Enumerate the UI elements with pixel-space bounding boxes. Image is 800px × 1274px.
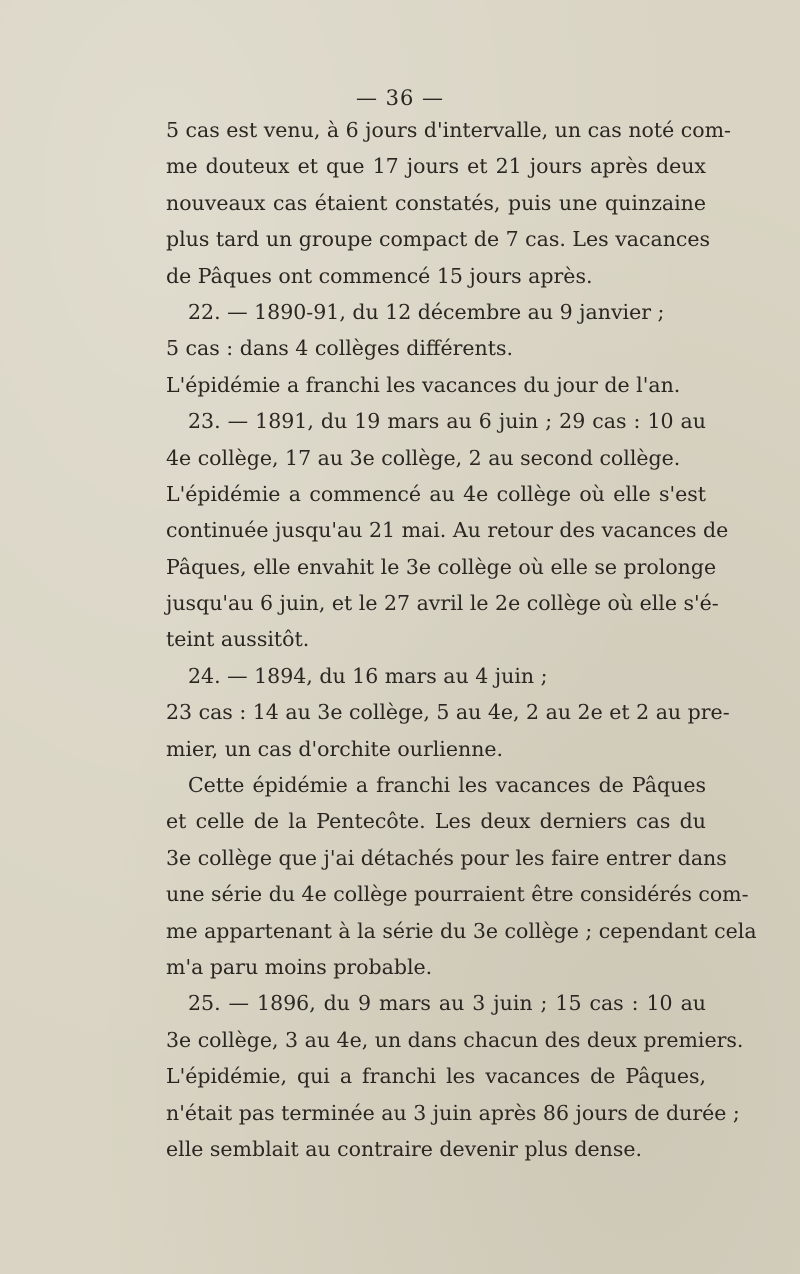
- text-line: continuée jusqu'au 21 mai. Au retour des vacances de: [166, 518, 729, 543]
- text-line: n'était pas terminée au 3 juin après 86 jours de durée ;: [166, 1100, 740, 1125]
- text-line: 24. — 1894, du 16 mars au 4 juin ;: [188, 663, 548, 688]
- text-line: L'épidémie a franchi les vacances du jour de l'an.: [166, 372, 681, 397]
- text-line: une série du 4e collège pourraient être considérés com-: [166, 882, 749, 907]
- page-number: — 36 —: [355, 86, 445, 110]
- text-line: 23 cas : 14 au 3e collège, 5 au 4e, 2 au 2e et 2 au pre-: [166, 700, 730, 725]
- text-line: nouveaux cas étaient constatés, puis une quinzaine: [166, 190, 706, 215]
- text-line: 22. — 1890-91, du 12 décembre au 9 janvier ;: [188, 299, 665, 324]
- text-line: me appartenant à la série du 3e collège ; cependant cela: [166, 918, 757, 943]
- text-line: teint aussitôt.: [166, 627, 310, 652]
- text-line: 25. — 1896, du 9 mars au 3 juin ; 15 cas : 10 au: [188, 991, 706, 1016]
- text-line: 4e collège, 17 au 3e collège, 2 au second collège.: [166, 445, 681, 470]
- text-line: de Pâques ont commencé 15 jours après.: [166, 263, 593, 288]
- text-line: 23. — 1891, du 19 mars au 6 juin ; 29 cas : 10 au: [188, 409, 706, 434]
- text-line: L'épidémie a commencé au 4e collège où elle s'est: [166, 481, 706, 506]
- text-line: me douteux et que 17 jours et 21 jours après deux: [166, 154, 706, 179]
- text-line: jusqu'au 6 juin, et le 27 avril le 2e collège où elle s'é-: [166, 591, 719, 616]
- text-line: et celle de la Pentecôte. Les deux derniers cas du: [166, 809, 706, 834]
- text-line: 5 cas : dans 4 collèges différents.: [166, 336, 514, 361]
- text-line: Cette épidémie a franchi les vacances de Pâques: [188, 773, 706, 798]
- text-line: elle semblait au contraire devenir plus dense.: [166, 1136, 643, 1161]
- text-line: 3e collège, 3 au 4e, un dans chacun des deux premiers.: [166, 1027, 744, 1052]
- body-text: [166, 112, 757, 1167]
- text-line: Pâques, elle envahit le 3e collège où elle se prolonge: [166, 554, 717, 579]
- text-line: L'épidémie, qui a franchi les vacances de Pâques,: [166, 1064, 706, 1089]
- text-line: m'a paru moins probable.: [166, 954, 433, 979]
- text-line: 3e collège que j'ai détachés pour les faire entrer dans: [166, 845, 727, 870]
- text-line: plus tard un groupe compact de 7 cas. Les vacances: [166, 227, 711, 252]
- text-line: 5 cas est venu, à 6 jours d'intervalle, un cas noté com-: [166, 118, 731, 142]
- text-line: mier, un cas d'orchite ourlienne.: [166, 736, 504, 761]
